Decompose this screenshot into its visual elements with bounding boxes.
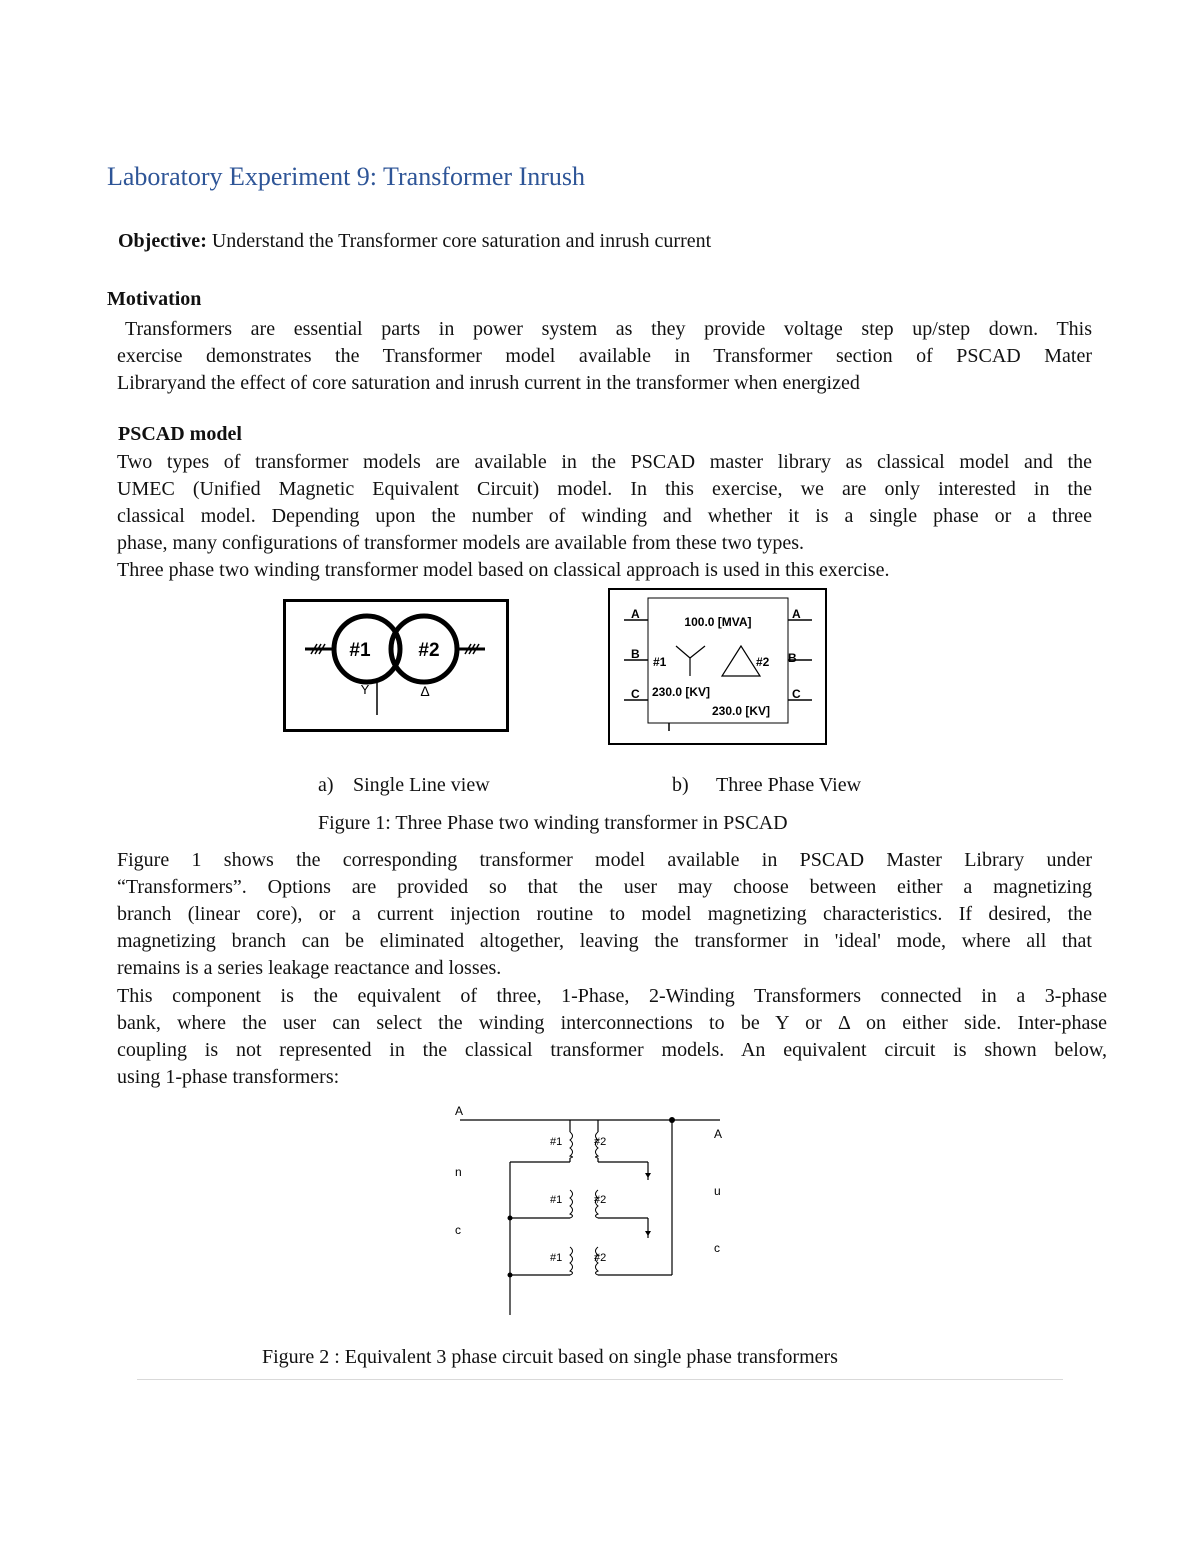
three-phase-winding-2: #2 [756, 655, 770, 669]
right-terminal-c: C [792, 687, 801, 701]
coil-label-2: #2 [594, 1194, 607, 1206]
wye-symbol-three-phase [676, 646, 705, 676]
motivation-paragraph [117, 316, 1092, 397]
objective-text: Understand the Transformer core saturation and inrush current [211, 230, 712, 252]
circuit-wiring [460, 1120, 723, 1315]
body2-line: “Transformers”. Options are provided so that the user may choose between either a magnetizing [117, 876, 1092, 898]
circuit-left-label-b: n [455, 1165, 462, 1179]
mva-rating: 100.0 [MVA] [684, 615, 752, 629]
kv-rating-1: 230.0 [KV] [652, 685, 711, 699]
body2-line: remains is a series leakage reactance and losses. [117, 957, 502, 979]
pscad-line: UMEC (Unified Magnetic Equivalent Circuit) model. In this exercise, we are only interested in the [117, 478, 1092, 500]
figure-single-line-view [283, 599, 510, 733]
body-paragraph-3 [117, 983, 1107, 1091]
pscad-line: phase, many configurations of transformer models are available from these two types. [117, 532, 805, 554]
coil-label-2: #2 [594, 1252, 607, 1264]
winding-1-label: #1 [349, 640, 371, 661]
circuit-right-label-a: A [714, 1127, 723, 1141]
coil-label-1: #1 [550, 1194, 563, 1206]
coil-label-2: #2 [594, 1136, 607, 1148]
objective [118, 230, 711, 253]
page-title: Laboratory Experiment 9: Transformer Inrush [107, 162, 586, 191]
body-paragraph-2 [117, 847, 1092, 982]
right-terminal-a: A [792, 607, 801, 621]
body2-line: magnetizing branch can be eliminated altogether, leaving the transformer in 'ideal' mode, where all that [117, 930, 1092, 952]
motivation-line: exercise demonstrates the Transformer model available in Transformer section of PSCAD Mater [117, 345, 1092, 367]
subcaption-a-label: a) [318, 774, 334, 796]
page-divider [137, 1379, 1063, 1380]
left-terminal-c: C [631, 687, 640, 701]
body3-line: bank, where the user can select the winding interconnections to be Y or Δ on either side. Inter-phase [117, 1012, 1107, 1034]
pscad-line: Three phase two winding transformer model based on classical approach is used in this exercise. [117, 559, 890, 581]
motivation-heading: Motivation [107, 288, 202, 310]
body3-line: This component is the equivalent of three, 1-Phase, 2-Winding Transformers connected in a 3-phase [117, 985, 1107, 1007]
motivation-line: Libraryand the effect of core saturation and inrush current in the transformer when energized [117, 372, 860, 394]
wye-symbol: Y [360, 682, 370, 697]
circuit-left-label-c: c [455, 1223, 461, 1237]
subcaption-b-label: b) [672, 774, 689, 796]
winding-2-label: #2 [418, 640, 440, 661]
body3-line: coupling is not represented in the classical transformer models. An equivalent circuit is shown below, [117, 1039, 1107, 1061]
right-terminal-b: B [788, 651, 797, 665]
delta-symbol-three-phase [722, 646, 760, 676]
delta-symbol: Δ [420, 683, 430, 699]
body3-line: using 1-phase transformers: [117, 1066, 340, 1088]
figure-three-phase-view [608, 588, 827, 746]
subcaption-a-text: Single Line view [353, 774, 490, 796]
pscad-line: classical model. Depending upon the number of winding and whether it is a single phase or a three [117, 505, 1092, 527]
circuit-right-label-c: c [714, 1241, 720, 1255]
body2-line: Figure 1 shows the corresponding transformer model available in PSCAD Master Library under [117, 849, 1092, 871]
coil-label-1: #1 [550, 1252, 563, 1264]
arrow-mark [645, 1231, 651, 1236]
junction-dots [508, 1117, 676, 1278]
coil-label-1: #1 [550, 1136, 563, 1148]
figure-equivalent-circuit [450, 1100, 730, 1320]
pscad-paragraph [117, 449, 1092, 584]
motivation-line: Transformers are essential parts in power system as they provide voltage step up/step down. This [125, 318, 1092, 340]
three-phase-winding-1: #1 [653, 655, 667, 669]
body2-line: branch (linear core), or a current injection routine to model magnetizing characteristics. If desired, the [117, 903, 1092, 925]
circuit-left-label-a: A [455, 1104, 464, 1118]
circuit-right-label-b: u [714, 1184, 721, 1198]
figure-1-caption: Figure 1: Three Phase two winding transformer in PSCAD [318, 812, 788, 834]
arrow-mark [645, 1173, 651, 1178]
left-terminal-a: A [631, 607, 640, 621]
figure-2-caption: Figure 2 : Equivalent 3 phase circuit based on single phase transformers [262, 1346, 838, 1368]
kv-rating-2: 230.0 [KV] [712, 704, 771, 718]
objective-label: Objective: [118, 230, 207, 252]
pscad-line: Two types of transformer models are available in the PSCAD master library as classical model and the [117, 451, 1092, 473]
pscad-heading: PSCAD model [118, 423, 242, 445]
subcaption-b-text: Three Phase View [716, 774, 862, 796]
left-terminal-b: B [631, 647, 640, 661]
